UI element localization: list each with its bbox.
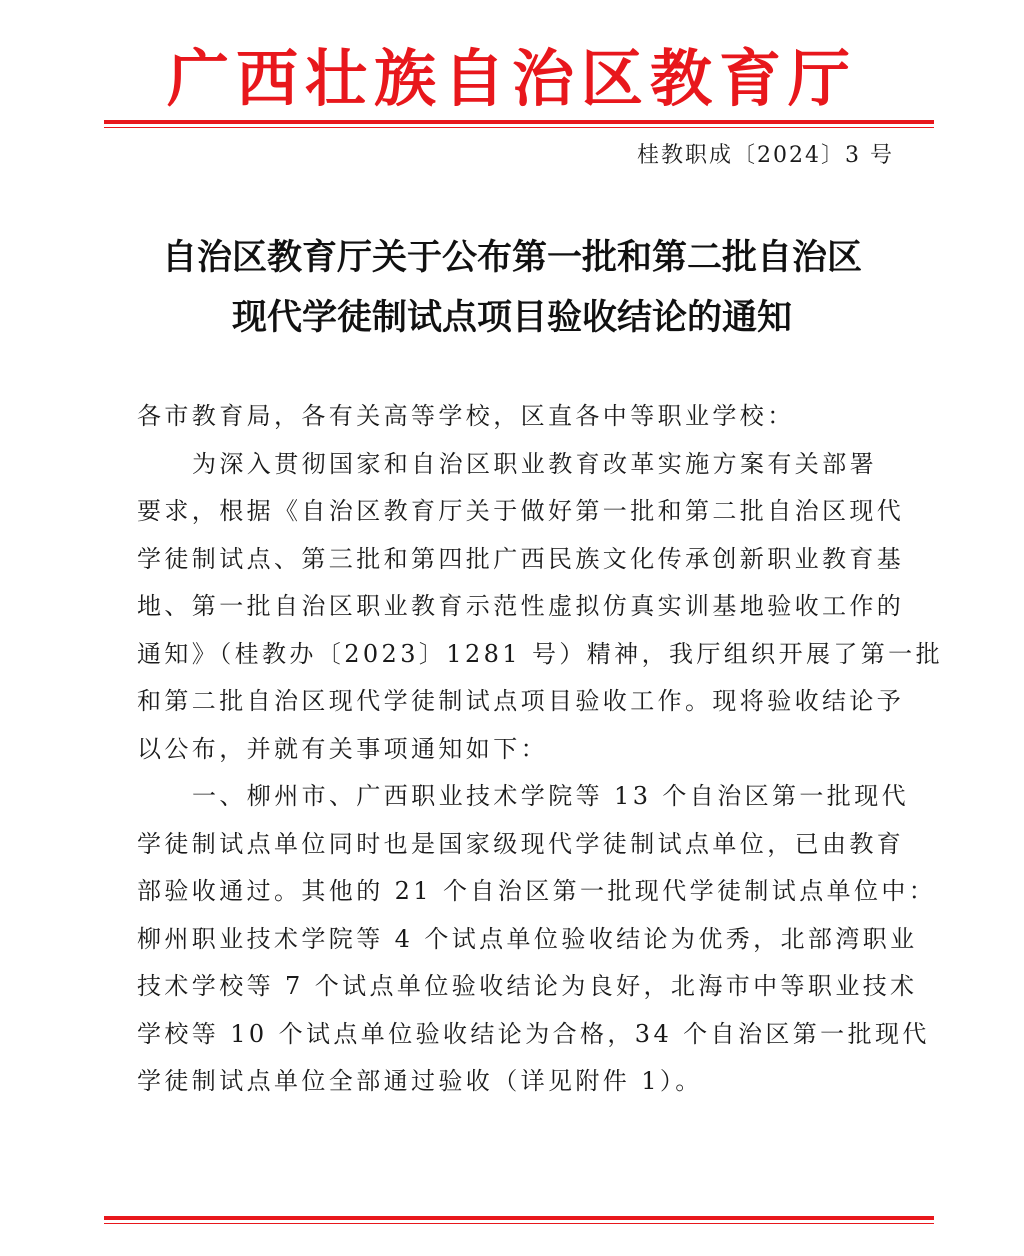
- paragraph-1-line: 和第二批自治区现代学徒制试点项目验收工作。现将验收结论予: [137, 687, 905, 715]
- header-rule-thick: [104, 120, 934, 124]
- paragraph-2-line: 部验收通过。其他的 21 个自治区第一批现代学徒制试点单位中：: [137, 877, 937, 905]
- paragraph-1-line: 要求，根据《自治区教育厅关于做好第一批和第二批自治区现代: [137, 497, 905, 525]
- footer-rule-thick: [104, 1216, 934, 1220]
- document-body: [137, 393, 943, 1106]
- paragraph-2-line: 学徒制试点单位同时也是国家级现代学徒制试点单位，已由教育: [137, 829, 905, 858]
- document-number: 桂教职成〔2024〕3 号: [637, 143, 894, 168]
- paragraph-1-line: 以公布，并就有关事项通知如下：: [137, 734, 548, 763]
- paragraph-2-line: 一、柳州市、广西职业技术学院等 13 个自治区第一批现代: [192, 782, 909, 810]
- paragraph-1-line: 学徒制试点、第三批和第四批广西民族文化传承创新职业教育基: [137, 544, 905, 573]
- paragraph-1-line: 通知》（桂教办〔2023〕1281 号）精神，我厅组织开展了第一批: [137, 639, 943, 668]
- paragraph-1-line: 为深入贯彻国家和自治区职业教育改革实施方案有关部署: [192, 449, 877, 478]
- document-title: [0, 228, 1024, 348]
- paragraph-2-line: 学校等 10 个试点单位验收结论为合格，34 个自治区第一批现代: [137, 1019, 930, 1048]
- header-rule-thin: [104, 127, 934, 128]
- paragraph-2-line: 学徒制试点单位全部通过验收（详见附件 1）。: [137, 1067, 703, 1095]
- paragraph-1-line: 地、第一批自治区职业教育示范性虚拟仿真实训基地验收工作的: [137, 592, 905, 620]
- footer-rule-thin: [104, 1223, 934, 1224]
- paragraph-2-line: 柳州职业技术学院等 4 个试点单位验收结论为优秀，北部湾职业: [137, 924, 918, 953]
- document-title-line-2: 现代学徒制试点项目验收结论的通知: [231, 298, 792, 338]
- salutation: 各市教育局，各有关高等学校，区直各中等职业学校：: [137, 402, 795, 430]
- letterhead-title: 广西壮族自治区教育厅: [166, 42, 857, 115]
- paragraph-2-line: 技术学校等 7 个试点单位验收结论为良好，北海市中等职业技术: [137, 972, 918, 1000]
- document-title-line-1: 自治区教育厅关于公布第一批和第二批自治区: [161, 238, 862, 278]
